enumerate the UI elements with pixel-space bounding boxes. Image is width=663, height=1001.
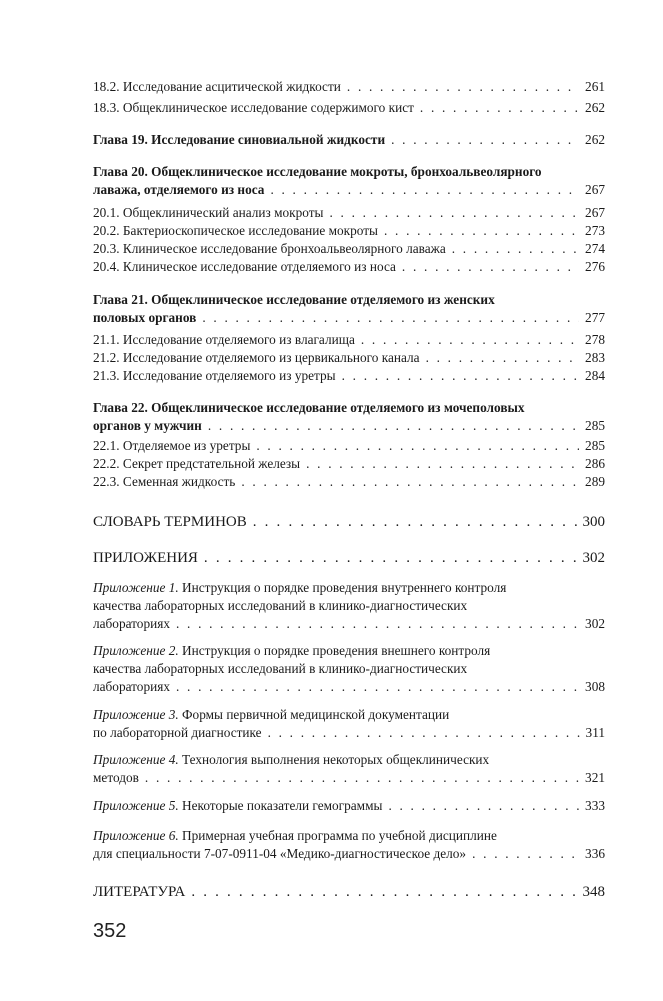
leader-dots [347, 78, 579, 96]
leader-dots [145, 769, 579, 787]
toc-chapter-20-line2[interactable]: лаважа, отделяемого из носа . . . 267 [93, 181, 605, 199]
appendix-label: Приложение 5. [93, 798, 179, 813]
toc-appendix-1-line3[interactable]: лабораториях . . . 302 [93, 615, 605, 633]
toc-appendix-4-line1[interactable]: Приложение 4. Технология выполнения некоторых общеклинических [93, 752, 490, 767]
leader-dots [329, 204, 579, 222]
leader-dots [391, 131, 579, 149]
toc-appendix-1-line2[interactable]: качества лабораторных исследований в клинико-диагностических [93, 598, 468, 613]
toc-glossary[interactable]: СЛОВАРЬ ТЕРМИНОВ . . . 300 [93, 513, 605, 531]
toc-entry-20-3[interactable]: 20.3. Клиническое исследование бронхоальвеолярного лаважа . . . 274 [93, 240, 605, 258]
toc-entry-22-2[interactable]: 22.2. Секрет предстательной железы . . . 286 [93, 455, 605, 473]
toc-chapter-21-line2[interactable]: половых органов . . . 277 [93, 309, 605, 327]
toc-entry-22-1[interactable]: 22.1. Отделяемое из уретры . . . 285 [93, 437, 605, 455]
leader-dots [191, 883, 576, 901]
leader-dots [176, 615, 579, 633]
toc-entry-20-2[interactable]: 20.2. Бактериоскопическое исследование мокроты . . . 273 [93, 222, 605, 240]
appendix-label: Приложение 4. [93, 752, 179, 767]
toc-entry-18-3[interactable]: 18.3. Общеклиническое исследование содержимого кист . . . 262 [93, 99, 605, 117]
toc-chapter-19[interactable]: Глава 19. Исследование синовиальной жидкости . . . 262 [93, 131, 605, 149]
toc-appendix-6-line2[interactable]: для специальности 7-07-0911-04 «Медико-диагностическое дело» . . . 336 [93, 845, 605, 863]
leader-dots [452, 240, 579, 258]
appendix-label: Приложение 3. [93, 707, 179, 722]
page-number: 352 [93, 920, 127, 942]
leader-dots [268, 724, 580, 742]
leader-dots [342, 367, 579, 385]
leader-dots [420, 99, 579, 117]
leader-dots [256, 437, 579, 455]
toc-appendix-2-line3[interactable]: лабораториях . . . 308 [93, 678, 605, 696]
leader-dots [202, 309, 579, 327]
toc-appendix-5[interactable]: Приложение 5. Некоторые показатели гемограммы . . . 333 [93, 797, 605, 815]
leader-dots [472, 845, 579, 863]
appendix-label: Приложение 1. [93, 580, 179, 595]
toc-appendix-3-line2[interactable]: по лабораторной диагностике . . . 311 [93, 724, 605, 742]
toc-appendix-3-line1[interactable]: Приложение 3. Формы первичной медицинской документации [93, 707, 450, 722]
toc-entry-20-1[interactable]: 20.1. Общеклинический анализ мокроты . . . 267 [93, 204, 605, 222]
appendix-label: Приложение 6. [93, 828, 179, 843]
toc-chapter-21-line1[interactable]: Глава 21. Общеклиническое исследование отделяемого из женских [93, 292, 495, 307]
toc-entry-21-1[interactable]: 21.1. Исследование отделяемого из влагалища . . . 278 [93, 331, 605, 349]
toc-appendix-1-line1[interactable]: Приложение 1. Инструкция о порядке проведения внутреннего контроля [93, 580, 507, 595]
leader-dots [176, 678, 579, 696]
toc-appendices[interactable]: ПРИЛОЖЕНИЯ . . . 302 [93, 549, 605, 567]
leader-dots [402, 258, 579, 276]
leader-dots [361, 331, 579, 349]
toc-literature[interactable]: ЛИТЕРАТУРА . . . 348 [93, 883, 605, 901]
leader-dots [306, 455, 579, 473]
toc-chapter-22-line2[interactable]: органов у мужчин . . . 285 [93, 417, 605, 435]
toc-appendix-4-line2[interactable]: методов . . . 321 [93, 769, 605, 787]
leader-dots [388, 797, 579, 815]
leader-dots [270, 181, 579, 199]
leader-dots [253, 513, 577, 531]
leader-dots [241, 473, 579, 491]
leader-dots [208, 417, 579, 435]
toc-appendix-2-line1[interactable]: Приложение 2. Инструкция о порядке проведения внешнего контроля [93, 643, 491, 658]
leader-dots [426, 349, 579, 367]
toc-entry-21-2[interactable]: 21.2. Исследование отделяемого из цервикального канала . . . 283 [93, 349, 605, 367]
toc-entry-20-4[interactable]: 20.4. Клиническое исследование отделяемого из носа . . . 276 [93, 258, 605, 276]
toc-entry-21-3[interactable]: 21.3. Исследование отделяемого из уретры . . . 284 [93, 367, 605, 385]
toc-entry-18-2[interactable]: 18.2. Исследование асцитической жидкости . . . 261 [93, 78, 605, 96]
toc-chapter-22-line1[interactable]: Глава 22. Общеклиническое исследование отделяемого из мочеполовых [93, 400, 525, 415]
toc-entry-22-3[interactable]: 22.3. Семенная жидкость . . . 289 [93, 473, 605, 491]
toc-appendix-6-line1[interactable]: Приложение 6. Примерная учебная программа по учебной дисциплине [93, 828, 497, 843]
leader-dots [384, 222, 579, 240]
toc-chapter-20-line1[interactable]: Глава 20. Общеклиническое исследование мокроты, бронхоальвеолярного [93, 164, 542, 179]
appendix-label: Приложение 2. [93, 643, 179, 658]
leader-dots [204, 549, 577, 567]
toc-appendix-2-line2[interactable]: качества лабораторных исследований в клинико-диагностических [93, 661, 468, 676]
